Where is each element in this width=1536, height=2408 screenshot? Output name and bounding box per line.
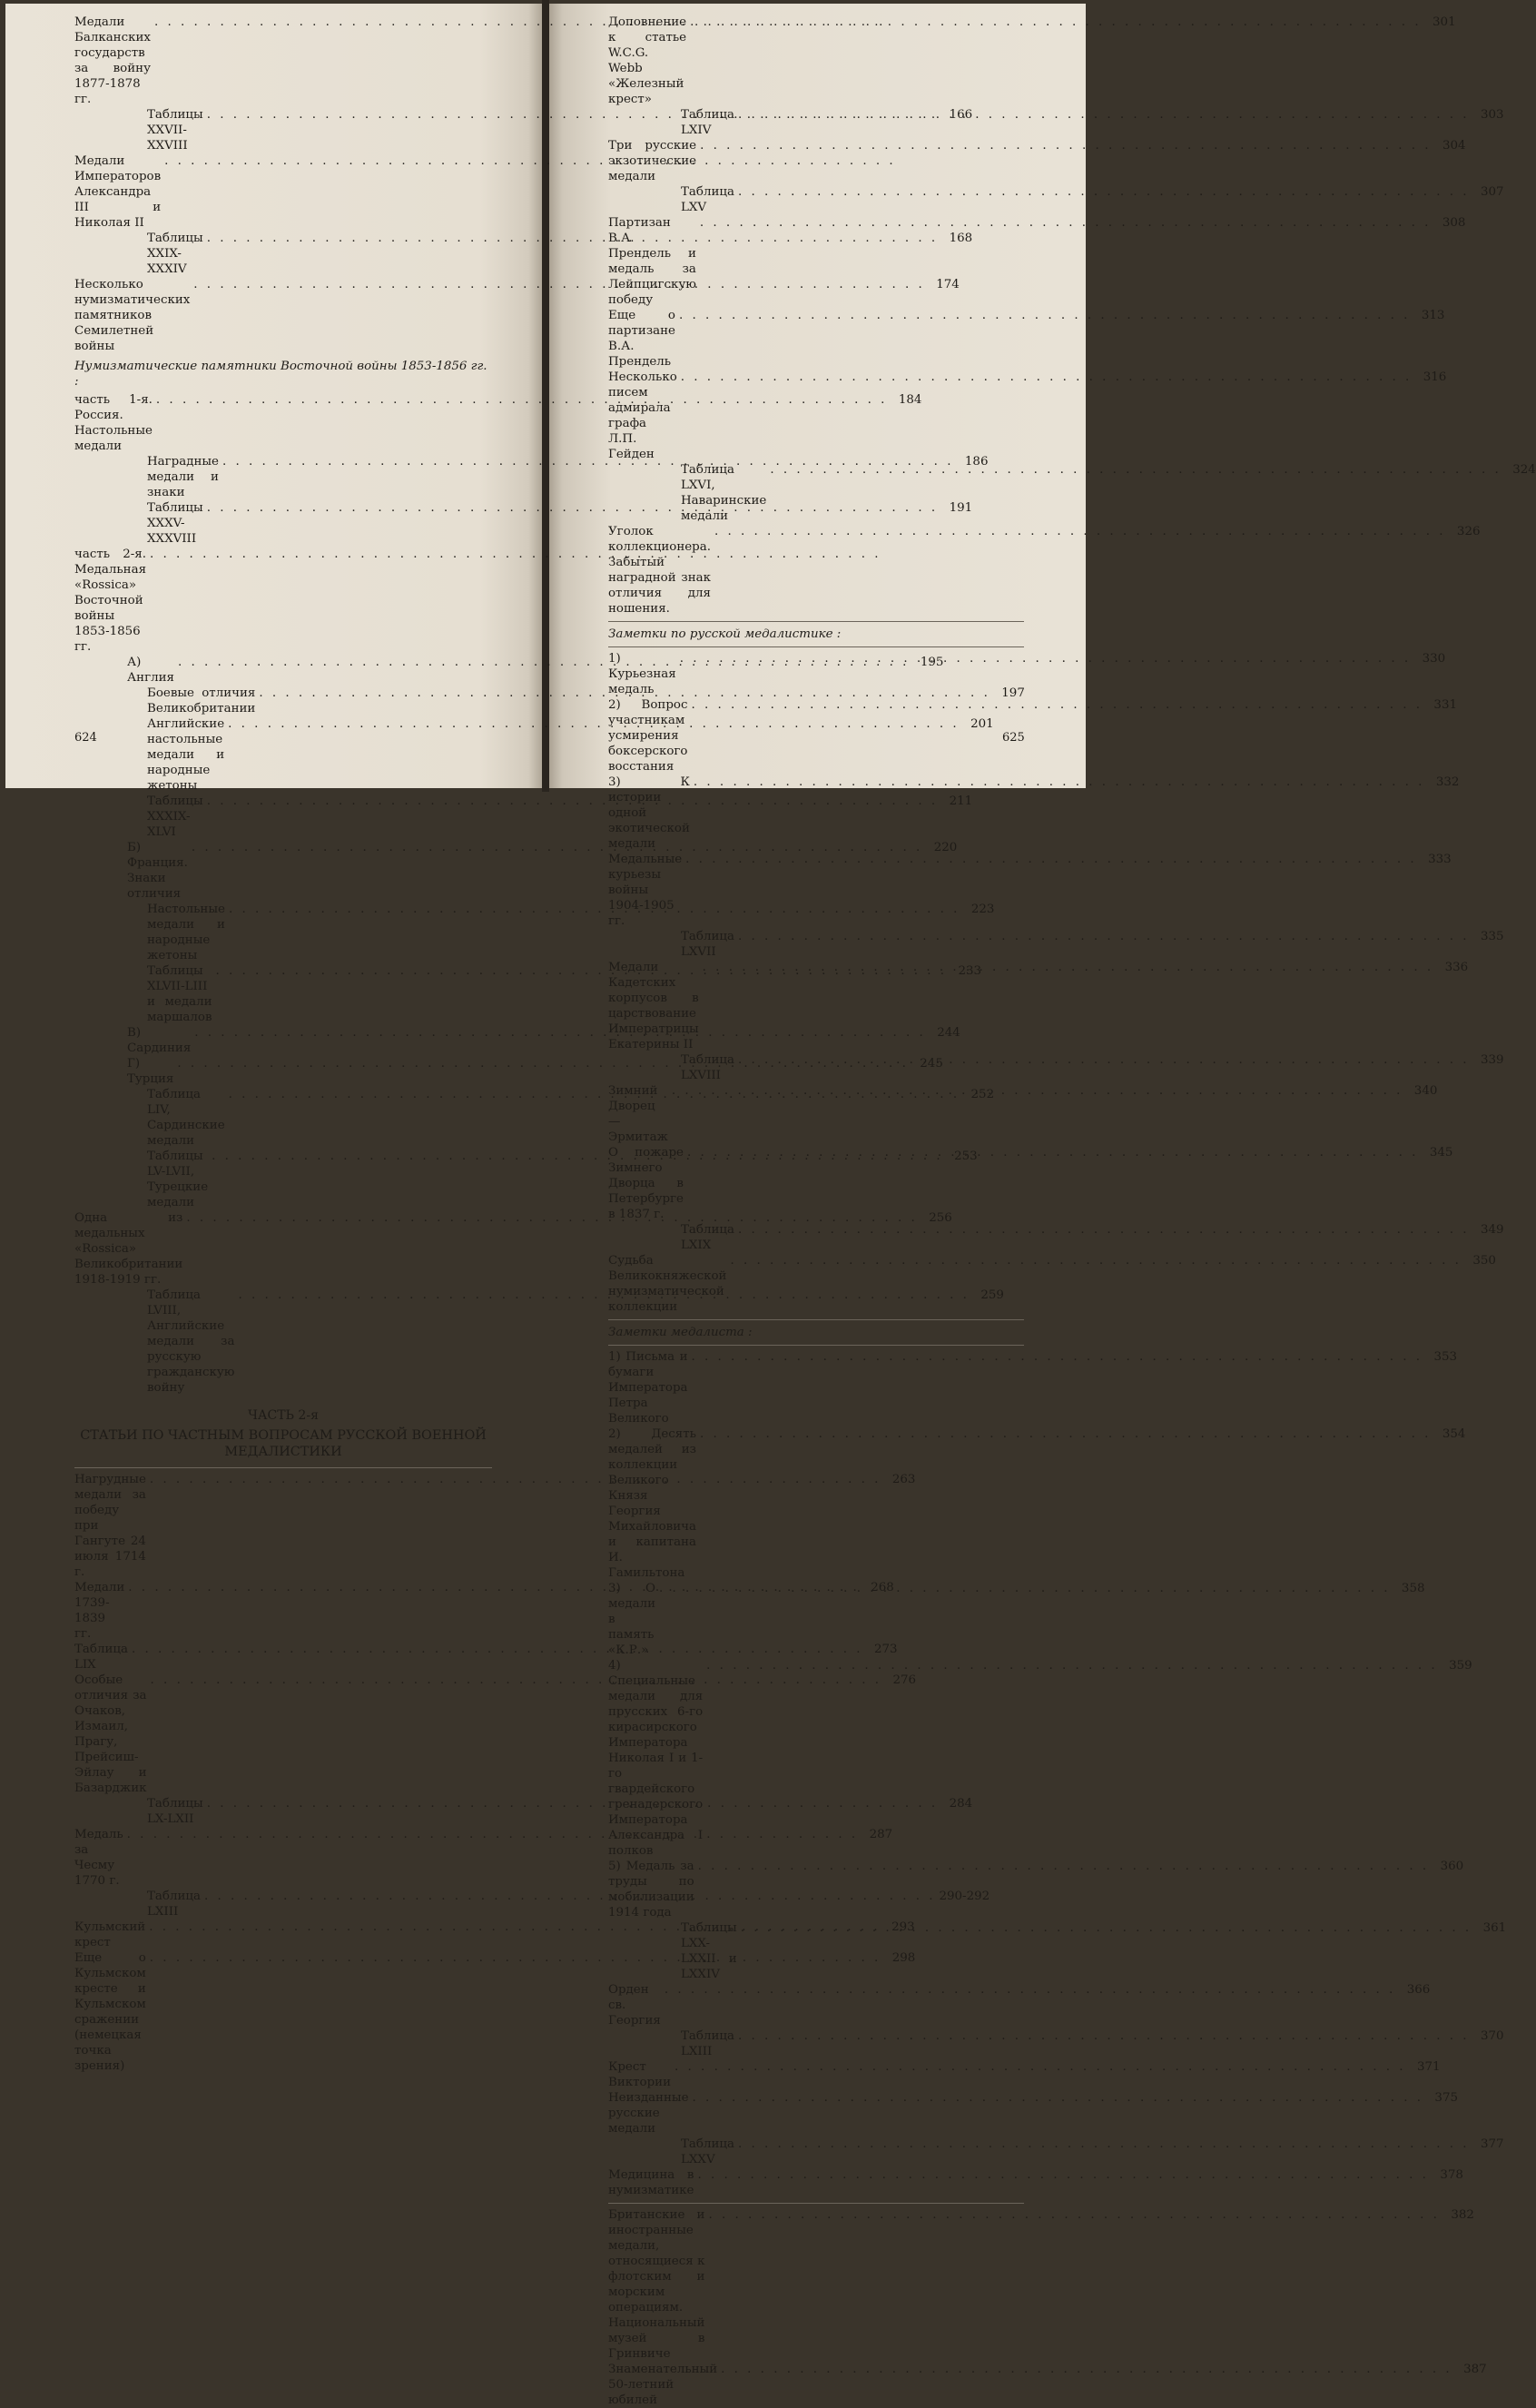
toc-entry-title: 1) Письма и бумаги Императора Петра Великого <box>608 1350 688 1426</box>
toc-entry-title: Таблицы XXXV-XXXVIII <box>147 501 203 546</box>
toc-entry <box>608 308 1445 370</box>
dot-leader <box>700 215 1431 231</box>
right-entries-b <box>608 651 1504 1315</box>
dot-leader <box>721 2362 1452 2377</box>
toc-entry <box>608 1982 1431 2028</box>
dot-leader <box>714 524 1445 539</box>
toc-entry-page: 284 <box>949 1797 973 1811</box>
toc-entry-title: Б) Франция. Знаки отличия <box>127 841 188 901</box>
toc-entry-page: 298 <box>891 1951 916 1965</box>
toc-entry-title: 2) Десять медалей из коллекции Великого Князя Георгия Михайловича и капитана И. Гамильтона <box>608 1427 696 1580</box>
toc-entry <box>608 1145 1453 1222</box>
right-entries-c <box>608 1349 1507 2198</box>
toc-entry-title: Одна из медальных «Rossica» Великобритании 1918-1919 гг. <box>74 1211 183 1287</box>
toc-entry-page: 256 <box>929 1211 952 1225</box>
toc-entry <box>608 2207 1474 2362</box>
toc-entry-title: Таблица LXVII <box>681 930 735 959</box>
toc-entry <box>608 1859 1464 1920</box>
right-entries-d <box>608 2207 1487 2408</box>
toc-entry-page: 191 <box>949 501 973 515</box>
dot-leader <box>730 1253 1461 1268</box>
toc-entry-page: 359 <box>1449 1659 1472 1673</box>
toc-entry-page: 366 <box>1406 1983 1431 1997</box>
toc-entry-title: Медаль за Чесму 1770 г. <box>74 1828 123 1888</box>
toc-entry-title: Медицина в нумизматике <box>608 2168 694 2197</box>
toc-entry-title: Таблица LXIV <box>681 108 735 137</box>
toc-entry-title: Британские и иностранные медали, относящиеся к флотским и морским операциям. Национальный музей в Гринвиче <box>608 2208 705 2361</box>
toc-entry-title: Медали 1739-1839 гг. <box>74 1581 125 1641</box>
dot-leader <box>698 1859 1429 1874</box>
dot-leader <box>700 1426 1431 1442</box>
toc-entry <box>608 138 1466 184</box>
dot-leader <box>706 1658 1437 1673</box>
part-heading: ЧАСТЬ 2-я <box>248 1408 319 1423</box>
dot-leader <box>690 15 1421 30</box>
left-section-heading: Нумизматические памятники Восточной войны 1853-1856 гг. : <box>74 360 487 389</box>
toc-entry-title: 5) Медаль за труды по мобилизации 1914 года <box>608 1860 694 1919</box>
toc-entry <box>608 2090 1458 2137</box>
toc-entry-page: 354 <box>1442 1427 1466 1441</box>
toc-entry <box>608 960 1469 1052</box>
toc-entry <box>608 1052 1504 1083</box>
toc-entry-title: Уголок коллекционера. Забытый наградной знак отличия для ношения. <box>608 525 711 616</box>
toc-entry-page: 211 <box>949 794 973 808</box>
toc-entry-page: 331 <box>1433 698 1457 712</box>
dot-leader <box>680 651 1411 666</box>
dot-leader <box>700 138 1431 153</box>
toc-entry-title: Г) Турция <box>127 1057 174 1086</box>
right-section-heading-2: Заметки медалиста : <box>608 1326 753 1339</box>
toc-entry-title: Медали Императоров Александра III и Николая II <box>74 154 162 230</box>
toc-entry-title: Знаменательный 50-летний юбилей <box>608 2363 718 2407</box>
toc-entry-title: 3) О медали в память «К.Р.» <box>608 1582 655 1657</box>
toc-entry-title: Таблицы XXXIX-XLVI <box>147 794 203 839</box>
toc-entry-page: 387 <box>1463 2363 1487 2376</box>
toc-entry-page: 168 <box>949 232 973 245</box>
dot-leader <box>741 1920 1472 1936</box>
toc-entry-page: 223 <box>970 903 995 916</box>
left-page-number: 624 <box>74 731 97 745</box>
dot-leader <box>738 184 1469 200</box>
dot-leader <box>674 2059 1405 2075</box>
toc-entry-title: А) Англия <box>127 656 174 685</box>
dot-leader <box>738 2028 1469 2044</box>
toc-entry-page: 220 <box>933 841 958 854</box>
toc-entry <box>74 153 492 231</box>
toc-entry-page: 268 <box>871 1581 894 1594</box>
toc-entry-title: Настольные медали и народные жетоны <box>147 903 225 962</box>
toc-entry-title: Партизан В.А. Прендель и медаль за Лейпцигскую победу <box>608 216 696 307</box>
toc-entry-page: 276 <box>892 1673 917 1687</box>
toc-entry <box>608 1920 1507 1982</box>
right-entries-a <box>608 15 1536 617</box>
toc-entry-page: 330 <box>1422 652 1446 666</box>
toc-entry-title: Наградные медали и знаки <box>147 455 219 499</box>
toc-entry <box>74 1827 893 1889</box>
toc-entry-title: Нагрудные медали за победу при Гангуте 24 июля 1714 г. <box>74 1473 146 1579</box>
toc-entry-title: 2) Вопрос участникам усмирения боксерского восстания <box>608 698 688 774</box>
dot-leader <box>697 2167 1428 2183</box>
toc-entry <box>608 775 1460 852</box>
toc-entry-title: Три русские экзотические медали <box>608 139 697 183</box>
toc-entry-page: 245 <box>920 1057 943 1071</box>
toc-entry <box>608 2167 1463 2198</box>
toc-entry-title: О пожаре Зимнего Дворца в Петербурге в 1837 г. <box>608 1146 684 1221</box>
toc-entry-page: 382 <box>1451 2208 1474 2222</box>
toc-entry <box>608 929 1504 960</box>
toc-entry <box>608 852 1452 929</box>
dot-leader <box>665 1982 1395 1998</box>
toc-entry-title: Таблицы LX-LXII <box>147 1797 203 1826</box>
dot-leader <box>692 697 1423 713</box>
toc-entry-page: 259 <box>980 1288 1004 1302</box>
toc-entry-title: Таблицы LXX-LXXII и LXXIV <box>681 1921 737 1981</box>
toc-entry-page: 166 <box>949 108 973 122</box>
toc-entry-title: Особые отличия за Очаков, Измаил, Прагу, Прейсиш-Эйлау и Базарджик <box>74 1673 147 1795</box>
toc-entry-title: 4) Специальные медали для прусских 6-го кирасирского Императора Николая I и 1-го гвардейского гренадерского Императора Александра I полков <box>608 1659 704 1858</box>
toc-entry <box>608 1426 1466 1581</box>
toc-entry-page: 371 <box>1416 2060 1441 2074</box>
dot-leader <box>659 1581 1390 1596</box>
toc-entry-title: Таблица LXIII <box>681 2029 735 2058</box>
toc-entry-page: 353 <box>1433 1350 1457 1364</box>
toc-entry-title: Таблицы XXVII-XXVIII <box>147 108 203 153</box>
toc-entry <box>608 2059 1441 2090</box>
toc-entry-page: 307 <box>1480 185 1504 199</box>
toc-entry <box>608 1658 1472 1859</box>
toc-entry <box>74 686 1025 716</box>
dot-leader <box>738 1222 1469 1238</box>
toc-entry-title: Несколько писем адмирала графа Л.П. Гейден <box>608 370 677 461</box>
toc-entry <box>608 215 1466 308</box>
toc-entry-title: Медальные курьезы войны 1904-1905 гг. <box>608 853 683 928</box>
toc-entry <box>608 651 1446 697</box>
toc-entry-title: Таблица LIV, Сардинские медали <box>147 1088 225 1148</box>
dot-leader <box>687 1145 1418 1160</box>
toc-entry <box>608 524 1481 617</box>
toc-entry <box>74 15 492 107</box>
part-title: СТАТЬИ ПО ЧАСТНЫМ ВОПРОСАМ РУССКОЙ ВОЕННОЙ МЕДАЛИСТИКИ <box>80 1428 487 1459</box>
toc-entry <box>608 1253 1496 1315</box>
toc-entry-title: Таблицы XLVII-LIII и медали маршалов <box>147 964 212 1024</box>
toc-entry-page: 184 <box>898 393 922 407</box>
toc-entry-page: 293 <box>891 1920 915 1934</box>
divider <box>608 1345 1024 1346</box>
toc-entry-page: 377 <box>1480 2137 1504 2151</box>
toc-entry-page: 378 <box>1440 2168 1463 2182</box>
toc-entry-title: Медали Балканских государств за войну 1877-1878 гг. <box>74 15 151 106</box>
toc-entry-page: 186 <box>964 455 989 469</box>
toc-entry-title: Орден св. Георгия <box>608 1983 661 2028</box>
toc-entry-page: 301 <box>1433 15 1456 29</box>
toc-entry-title: Таблицы XXIX-XXXIV <box>147 232 203 276</box>
dot-leader <box>681 370 1412 385</box>
divider <box>608 646 1024 647</box>
dot-leader <box>694 775 1424 790</box>
toc-entry-title: В) Сардиния <box>127 1026 192 1055</box>
toc-entry-page: 174 <box>936 278 960 291</box>
toc-entry-page: 332 <box>1435 775 1460 789</box>
dot-leader <box>685 852 1416 867</box>
toc-entry <box>608 1581 1425 1658</box>
toc-entry-page: 290-292 <box>939 1890 990 1903</box>
toc-entry-title: Таблица LXXV <box>681 2137 735 2166</box>
toc-entry-page: 313 <box>1421 309 1445 322</box>
toc-entry-page: 308 <box>1442 216 1466 230</box>
dot-leader <box>703 960 1433 975</box>
toc-entry-title: Еще о партизане В.А. Прендель <box>608 309 675 369</box>
toc-entry <box>74 1642 898 1673</box>
toc-entry-page: 233 <box>958 964 981 978</box>
toc-entry-page: 350 <box>1472 1254 1496 1268</box>
toc-entry <box>74 1025 960 1056</box>
toc-entry-page: 244 <box>937 1026 960 1040</box>
divider <box>74 1467 492 1468</box>
dot-leader <box>738 107 1469 123</box>
toc-entry <box>608 15 1456 107</box>
toc-entry-title: Английские настольные медали и народные жетоны <box>147 717 225 793</box>
dot-leader <box>708 2207 1439 2223</box>
toc-entry <box>608 2137 1504 2167</box>
toc-entry-page: 201 <box>970 717 994 731</box>
toc-entry-page: 361 <box>1482 1921 1507 1935</box>
toc-entry-page: 339 <box>1480 1053 1504 1067</box>
right-page-number: 625 <box>1002 731 1025 745</box>
dot-leader <box>738 929 1469 944</box>
toc-entry-title: Медали Кадетских корпусов в царствование Императрицы Екатерины II <box>608 961 699 1051</box>
dot-leader <box>738 1052 1469 1068</box>
dot-leader <box>672 1083 1403 1099</box>
toc-entry-page: 253 <box>954 1150 978 1163</box>
toc-entry-page: 349 <box>1480 1223 1504 1237</box>
toc-entry <box>608 370 1447 462</box>
toc-entry <box>608 462 1536 524</box>
toc-entry-title: 3) К истории одной экотической медали <box>608 775 690 851</box>
toc-entry-title: Доповнение к статье W.C.G. Webb «Железный крест» <box>608 15 687 106</box>
toc-entry-page: 303 <box>1480 108 1504 122</box>
toc-entry-page: 273 <box>873 1643 898 1656</box>
right-section-heading-1: Заметки по русской медалистике : <box>608 627 842 641</box>
toc-entry <box>74 1919 915 1950</box>
toc-entry-title: Таблица LIX <box>74 1643 129 1672</box>
toc-entry <box>608 184 1504 215</box>
toc-entry-page: 324 <box>1512 463 1536 477</box>
toc-entry-title: Кульмский крест <box>74 1920 146 1949</box>
toc-entry-title: Таблица LXVI, Наваринские медали <box>681 463 767 523</box>
toc-entry-title: Еще о Кульмском кресте и Кульмском сражении (немецкая точка зрения) <box>74 1951 146 2073</box>
toc-entry <box>608 1222 1504 1253</box>
toc-entry <box>74 500 973 547</box>
toc-entry-title: Несколько нумизматических памятников Семилетней войны <box>74 278 191 353</box>
toc-entry-title: Таблица LXIII <box>147 1890 202 1919</box>
toc-entry-title: Таблица LVIII, Английские медали за русскую гражданскую войну <box>147 1288 235 1395</box>
dot-leader <box>692 1349 1423 1365</box>
toc-entry-page: 195 <box>920 656 944 669</box>
toc-entry-title: Зимний Дворец — Эрмитаж <box>608 1084 668 1144</box>
toc-entry-title: Таблица LXVIII <box>681 1053 735 1082</box>
toc-entry-page: 316 <box>1423 370 1447 384</box>
toc-entry <box>608 2028 1504 2059</box>
dot-leader <box>679 308 1410 323</box>
divider <box>608 621 1024 622</box>
toc-entry-title: Таблицы LV-LVII, Турецкие медали <box>147 1150 209 1209</box>
dot-leader <box>693 2090 1423 2106</box>
toc-entry-page: 333 <box>1428 853 1452 866</box>
toc-entry-page: 340 <box>1413 1084 1438 1098</box>
toc-entry-page: 336 <box>1444 961 1469 974</box>
toc-entry-page: 304 <box>1442 139 1466 153</box>
dot-leader <box>770 462 1501 478</box>
toc-entry <box>608 107 1504 138</box>
toc-entry-page: 263 <box>891 1473 916 1486</box>
toc-entry-page: 370 <box>1480 2029 1504 2043</box>
toc-entry <box>74 547 492 655</box>
right-toc-column <box>608 15 1536 2408</box>
toc-entry-title: Боевые отличия Великобритании <box>147 686 256 715</box>
toc-entry-title: Судьба Великокняжеской нумизматической коллекции <box>608 1254 727 1314</box>
toc-entry-title: Крест Виктории <box>608 2060 672 2089</box>
toc-entry-page: 326 <box>1456 525 1481 538</box>
toc-entry-title: Неизданные русские медали <box>608 2091 689 2136</box>
toc-entry-page: 360 <box>1440 1860 1464 1873</box>
toc-entry-page: 335 <box>1480 930 1504 943</box>
toc-entry-page: 197 <box>1001 686 1025 700</box>
toc-entry-page: 345 <box>1429 1146 1453 1160</box>
toc-entry-title: Таблица LXIX <box>681 1223 735 1252</box>
toc-entry-page: 358 <box>1401 1582 1425 1595</box>
toc-entry-title: часть 2-я. Медальная «Rossica» Восточной войны 1853-1856 гг. <box>74 548 147 654</box>
dot-leader <box>738 2137 1469 2152</box>
toc-entry-page: 287 <box>869 1828 893 1841</box>
toc-entry <box>608 1083 1438 1145</box>
toc-entry <box>608 697 1457 775</box>
toc-entry-title: Таблица LXV <box>681 185 735 214</box>
toc-entry <box>608 1349 1457 1426</box>
divider <box>608 2203 1024 2204</box>
toc-entry-page: 252 <box>970 1088 995 1101</box>
divider <box>608 1319 1024 1320</box>
toc-entry-page: 375 <box>1434 2091 1458 2105</box>
toc-entry <box>74 1796 973 1827</box>
toc-entry-title: часть 1-я. Россия. Настольные медали <box>74 393 153 453</box>
toc-entry-title: 1) Курьезная медаль <box>608 652 676 696</box>
toc-entry <box>608 2362 1487 2408</box>
